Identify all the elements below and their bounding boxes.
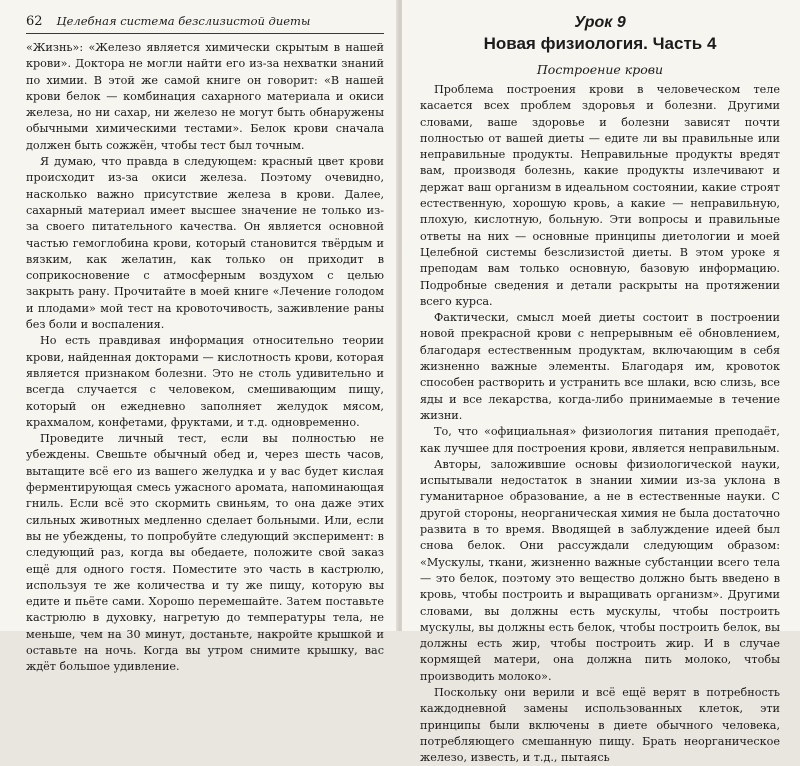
chapter-title: Новая физиология. Часть 4 xyxy=(483,34,717,53)
paragraph: Я думаю, что правда в следующем: красный цвет крови происходит из-за окиси железа. Поэтому очевидно, насколько важно присутствие железа в крови. Далее, сахарный материал имеет высшее значение не только из-за своего питательного качества. Он является основной частью гемоглобина крови, который становится твёрдым и вязким, как желатин, как только он приходит в соприкосновение с атмосферным воздухом с целью закрыть рану. Прочитайте в моей книге «Лечение голодом и плодами» мой тест на кровоточивость, заживление раны без боли и воспаления. xyxy=(26,155,384,332)
running-head xyxy=(26,14,384,34)
left-page xyxy=(0,0,398,674)
right-page-body xyxy=(420,82,780,766)
paragraph: Проведите личный тест, если вы полностью не убеждены. Свешьте обычный обед и, через шесть часов, вытащите всё его из вашего желудка и у вас будет кислая ферментирующая смесь ужасного аромата, напоминающая гниль. Если всё это скормить свиньям, то она даже этих сильных животных медленно сделает больными. Или, если вы не убеждены, то попробуйте следующий эксперимент: в следующий раз, когда вы обедаете, положите свой заказ ещё для одного гостя. Поместите это часть в кастрюлю, используя те же количества и ту же пищу, которую вы едите и пьёте сами. Хорошо перемешайте. Затем поставьте кастрюлю в духовку, нагретую до температуры тела, не меньше, чем на 30 минут, достаньте, накройте крышкой и оставьте на ночь. Когда вы утром снимите крышку, вас ждёт большое удивление. xyxy=(26,432,384,674)
paragraph: Поскольку они верили и всё ещё верят в потребность каждодневной замены использованных клеток, эти принципы были включены в диете обычного человека, потребляющего смешанную пищу. Брать неорганическое железо, известь, и т.д., пытаясь xyxy=(420,685,780,765)
lesson-number: Урок 9 xyxy=(574,14,626,31)
paragraph: «Жизнь»: «Железо является химически скрытым в нашей крови». Доктора не могли найти его из-за нехватки знаний по химии. В этой же самой книге он говорит: «В нашей крови белок — комбинация сахарного материала и окиси железа, но ни сахар, ни железо не могут быть обнаружены обычными химическими тестами». Белок крови сначала должен быть сожжён, чтобы тест был точным. xyxy=(26,41,384,152)
paragraph: Фактически, смысл моей диеты состоит в построении новой прекрасной крови с непрерывным её обновлением, благодаря естественным продуктам, включающим в себя жизненно важные элементы. Благодаря им, кровоток способен растворить и устранить все шлаки, всю слизь, все яды и все лекарства, когда-либо принимаемые в течение жизни. xyxy=(420,311,780,422)
page-number: 62 xyxy=(26,14,43,29)
paragraph: Авторы, заложившие основы физиологической науки, испытывали недостаток в знании химии из-за уклона в гуманитарное образование, а не в естественные науки. С другой стороны, неорганическая химия не была достаточно развита в то время. Вводящей в заблуждение идеей был снова белок. Они рассуждали следующим образом: «Мускулы, ткани, жизненно важные субстанции всего тела — это белок, поэтому это вещество должно быть введено в кровь, чтобы построить и выращивать организм». Другими словами, вы должны есть мускулы, чтобы построить мускулы, вы должны есть белок, чтобы построить белок, вы должны есть жир, чтобы построить жир. И в случае кормящей матери, она должна пить молоко, чтобы производить молоко». xyxy=(420,457,780,683)
paragraph: То, что «официальная» физиология питания преподаёт, как лучшее для построения крови, является неправильным. xyxy=(420,425,780,455)
right-page xyxy=(402,0,800,765)
paragraph: Но есть правдивая информация относительно теории крови, найденная докторами — кислотность крови, которая является признаком болезни. Это не столь удивительно и всегда случается с человеком, смешивающим пищу, который он ежедневно заполняет желудок мясом, крахмалом, конфетами, фруктами, и т.д. одновременно. xyxy=(26,334,384,429)
section-title: Построение крови xyxy=(536,62,664,77)
running-header-title: Целебная система безслизистой диеты xyxy=(56,14,311,28)
paragraph: Проблема построения крови в человеческом теле касается всех проблем здоровья и болезни. Другими словами, ваше здоровье и болезни зависят почти полностью от вашей диеты — едите ли вы правильные или неправильные продукты. Неправильные продукты вредят вам, производя болезнь, какие продукты излечивают и держат ваш организм в идеальном состоянии, какие строят естественную, хорошую кровь, а какие — неправильную, плохую, кислотную, больную. Эти вопросы и правильные ответы на них — основные принципы диетологии и моей Целебной системы безслизистой диеты. В этом уроке я преподам вам только основную, базовую информацию. Подробные сведения и детали раскрыты на протяжении всего курса. xyxy=(420,83,780,308)
left-page-body xyxy=(26,40,384,676)
